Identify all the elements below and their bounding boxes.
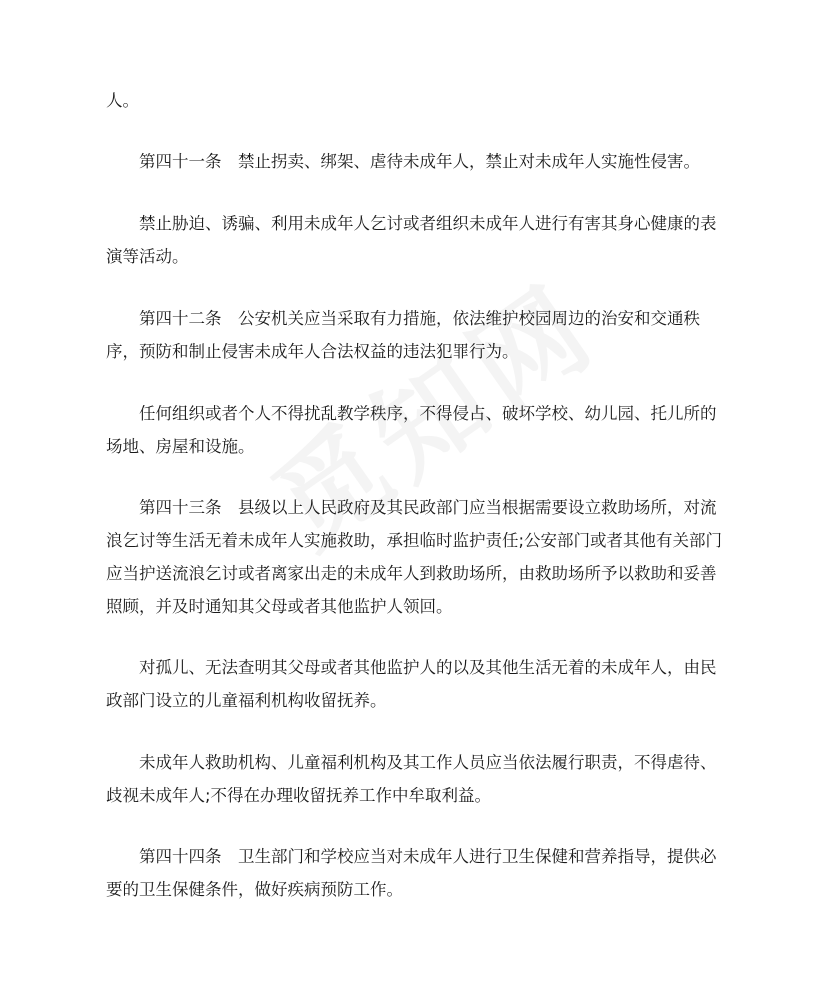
paragraph-article-43-clause-2: 对孤儿、无法查明其父母或者其他监护人的以及其他生活无着的未成年人，由民政部门设立的儿童福利机构收留抚养。 [106, 658, 717, 710]
paragraph-article-42: 第四十二条 公安机关应当采取有力措施，依法维护校园周边的治安和交通秩序，预防和制止侵害未成年人合法权益的违法犯罪行为。 [106, 309, 700, 361]
paragraph-article-44: 第四十四条 卫生部门和学校应当对未成年人进行卫生保健和营养指导，提供必要的卫生保健条件，做好疾病预防工作。 [106, 847, 717, 899]
paragraph-article-42-clause-2: 任何组织或者个人不得扰乱教学秩序，不得侵占、破坏学校、幼儿园、托儿所的场地、房屋和设施。 [106, 404, 717, 456]
paragraph-article-43: 第四十三条 县级以上人民政府及其民政部门应当根据需要设立救助场所，对流浪乞讨等生活无着未成年人实施救助，承担临时监护责任;公安部门或者其他有关部门应当护送流浪乞讨或者离家出走的未成年人到救助场所，由救助场所予以救助和妥善照顾，并及时通知其父母或者其他监护人领回。 [106, 498, 723, 616]
paragraph-article-41: 第四十一条 禁止拐卖、绑架、虐待未成年人，禁止对未成年人实施性侵害。 [139, 152, 700, 171]
paragraph-continuation: 人。 [106, 91, 139, 110]
paragraph-article-41-clause-2: 禁止胁迫、诱骗、利用未成年人乞讨或者组织未成年人进行有害其身心健康的表演等活动。 [106, 214, 717, 266]
paragraph-article-43-clause-3: 未成年人救助机构、儿童福利机构及其工作人员应当依法履行职责，不得虐待、歧视未成年人;不得在办理收留抚养工作中牟取利益。 [106, 753, 717, 805]
